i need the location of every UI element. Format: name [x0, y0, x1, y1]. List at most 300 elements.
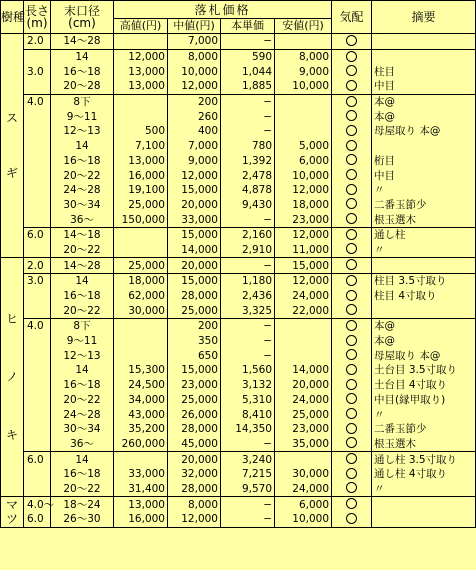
length-cell — [24, 393, 51, 408]
high-price-cell: 13,000 — [114, 79, 168, 94]
mid-price-cell: 12,000 — [168, 512, 221, 527]
trend-circle-icon — [346, 513, 357, 524]
remarks-cell: 母屋取り 本@ — [372, 348, 476, 363]
trend-circle-icon — [346, 393, 357, 404]
table-row — [1, 243, 476, 258]
low-price-cell: 5,000 — [275, 139, 332, 154]
remarks-cell: 本@ — [372, 109, 476, 124]
species-cell-sugi — [1, 34, 24, 258]
table-row — [1, 512, 476, 527]
table-row — [1, 422, 476, 437]
header-length: 長さ (m) — [24, 1, 51, 34]
table-row — [1, 482, 476, 497]
length-cell: 2.0 — [24, 258, 51, 274]
trend-cell — [332, 452, 372, 467]
remarks-cell — [372, 34, 476, 50]
unit-price-cell: 3,240 — [221, 452, 275, 467]
trend-cell — [332, 227, 372, 242]
high-price-cell: 500 — [114, 124, 168, 139]
diameter-cell: 20〜28 — [51, 79, 114, 94]
high-price-cell: 12,000 — [114, 49, 168, 64]
low-price-cell — [275, 452, 332, 467]
trend-circle-icon — [346, 290, 357, 301]
length-cell — [24, 243, 51, 258]
trend-cell — [332, 64, 372, 79]
remarks-cell: 中目 — [372, 168, 476, 183]
trend-circle-icon — [346, 275, 357, 286]
length-cell — [24, 124, 51, 139]
mid-price-cell: 15,000 — [168, 183, 221, 198]
trend-circle-icon — [346, 35, 357, 46]
unit-price-cell: 8,410 — [221, 407, 275, 422]
species-cell-hinoki — [1, 258, 24, 497]
length-cell: 4.0 — [24, 94, 51, 109]
high-price-cell: 31,400 — [114, 482, 168, 497]
remarks-cell: 土台目 3.5寸取り — [372, 363, 476, 378]
unit-price-cell: 780 — [221, 139, 275, 154]
trend-cell — [332, 34, 372, 50]
low-price-cell: 30,000 — [275, 467, 332, 482]
diameter-cell: 9〜11 — [51, 334, 114, 349]
trend-circle-icon — [346, 304, 357, 315]
table-row — [1, 437, 476, 452]
unit-price-cell: − — [221, 212, 275, 227]
diameter-cell: 16〜18 — [51, 64, 114, 79]
length-cell — [24, 79, 51, 94]
header-mid: 中値(円) — [168, 19, 221, 34]
length-cell — [24, 183, 51, 198]
trend-cell — [332, 407, 372, 422]
high-price-cell: 18,000 — [114, 274, 168, 289]
low-price-cell: 24,000 — [275, 482, 332, 497]
high-price-cell: 16,000 — [114, 168, 168, 183]
mid-price-cell: 200 — [168, 94, 221, 109]
low-price-cell: 9,000 — [275, 64, 332, 79]
unit-price-cell: 3,325 — [221, 303, 275, 318]
trend-circle-icon — [346, 96, 357, 107]
high-price-cell: 24,500 — [114, 378, 168, 393]
low-price-cell — [275, 348, 332, 363]
unit-price-cell: 9,570 — [221, 482, 275, 497]
table-row — [1, 168, 476, 183]
table-row — [1, 49, 476, 64]
diameter-cell: 14 — [51, 363, 114, 378]
remarks-cell: 桁目 — [372, 154, 476, 169]
remarks-cell — [372, 512, 476, 527]
table-row — [1, 289, 476, 304]
species-name: ヒノキ — [6, 312, 19, 443]
diameter-cell: 8下 — [51, 319, 114, 334]
low-price-cell: 10,000 — [275, 79, 332, 94]
length-cell — [24, 212, 51, 227]
mid-price-cell: 15,000 — [168, 274, 221, 289]
header-species: 樹種 — [1, 1, 24, 34]
trend-circle-icon — [346, 259, 357, 270]
table-row — [1, 348, 476, 363]
unit-price-cell: 2,160 — [221, 227, 275, 242]
remarks-cell: 土台目 4寸取り — [372, 378, 476, 393]
trend-cell — [332, 348, 372, 363]
mid-price-cell: 45,000 — [168, 437, 221, 452]
high-price-cell — [114, 319, 168, 334]
mid-price-cell: 12,000 — [168, 168, 221, 183]
mid-price-cell: 7,000 — [168, 139, 221, 154]
trend-cell — [332, 497, 372, 512]
high-price-cell — [114, 109, 168, 124]
remarks-cell: 〃 — [372, 482, 476, 497]
diameter-cell: 16〜18 — [51, 154, 114, 169]
remarks-cell: 二番玉節少 — [372, 198, 476, 213]
unit-price-cell: 2,478 — [221, 168, 275, 183]
table-row — [1, 378, 476, 393]
length-cell — [24, 467, 51, 482]
unit-price-cell: − — [221, 437, 275, 452]
trend-cell — [332, 274, 372, 289]
mid-price-cell: 25,000 — [168, 303, 221, 318]
low-price-cell — [275, 334, 332, 349]
unit-price-cell: 5,310 — [221, 393, 275, 408]
mid-price-cell: 26,000 — [168, 407, 221, 422]
mid-price-cell: 28,000 — [168, 289, 221, 304]
remarks-cell — [372, 497, 476, 512]
unit-price-cell: − — [221, 319, 275, 334]
mid-price-cell: 15,000 — [168, 363, 221, 378]
unit-price-cell: 3,132 — [221, 378, 275, 393]
trend-cell — [332, 512, 372, 527]
remarks-cell: 通し柱 3.5寸取り — [372, 452, 476, 467]
low-price-cell: 24,000 — [275, 393, 332, 408]
unit-price-cell: − — [221, 348, 275, 363]
length-cell — [24, 334, 51, 349]
low-price-cell: 12,000 — [275, 227, 332, 242]
trend-circle-icon — [346, 379, 357, 390]
high-price-cell: 13,000 — [114, 64, 168, 79]
table-row — [1, 393, 476, 408]
remarks-cell: 〃 — [372, 407, 476, 422]
length-cell: 4.0〜 — [24, 497, 51, 512]
low-price-cell: 6,000 — [275, 497, 332, 512]
table-row — [1, 274, 476, 289]
remarks-cell: 柱目 4寸取り — [372, 289, 476, 304]
trend-cell — [332, 168, 372, 183]
unit-price-cell: 9,430 — [221, 198, 275, 213]
mid-price-cell: 32,000 — [168, 467, 221, 482]
low-price-cell: 25,000 — [275, 407, 332, 422]
mid-price-cell: 20,000 — [168, 198, 221, 213]
trend-circle-icon — [346, 229, 357, 240]
species-name: スギ — [6, 110, 19, 180]
trend-circle-icon — [346, 320, 357, 331]
length-cell: 3.0 — [24, 64, 51, 79]
header-unit-price: 本単価 — [221, 19, 275, 34]
length-cell — [24, 378, 51, 393]
trend-circle-icon — [346, 169, 357, 180]
trend-circle-icon — [346, 213, 357, 224]
trend-cell — [332, 183, 372, 198]
mid-price-cell: 8,000 — [168, 497, 221, 512]
trend-cell — [332, 319, 372, 334]
high-price-cell — [114, 94, 168, 109]
high-price-cell: 43,000 — [114, 407, 168, 422]
trend-circle-icon — [346, 65, 357, 76]
low-price-cell: 10,000 — [275, 512, 332, 527]
diameter-cell: 16〜18 — [51, 378, 114, 393]
length-cell — [24, 109, 51, 124]
table-row — [1, 227, 476, 242]
trend-cell — [332, 437, 372, 452]
table-row — [1, 198, 476, 213]
header-low: 安値(円) — [275, 19, 332, 34]
remarks-cell: 柱目 3.5寸取り — [372, 274, 476, 289]
mid-price-cell: 400 — [168, 124, 221, 139]
remarks-cell: 中目 — [372, 79, 476, 94]
table-row — [1, 183, 476, 198]
mid-price-cell: 20,000 — [168, 452, 221, 467]
unit-price-cell: 1,560 — [221, 363, 275, 378]
high-price-cell: 25,000 — [114, 198, 168, 213]
table-body — [1, 34, 476, 528]
high-price-cell — [114, 243, 168, 258]
trend-circle-icon — [346, 482, 357, 493]
trend-circle-icon — [346, 80, 357, 91]
low-price-cell — [275, 34, 332, 50]
low-price-cell: 12,000 — [275, 274, 332, 289]
mid-price-cell: 350 — [168, 334, 221, 349]
low-price-cell: 20,000 — [275, 378, 332, 393]
trend-cell — [332, 482, 372, 497]
diameter-cell: 14 — [51, 49, 114, 64]
trend-cell — [332, 198, 372, 213]
length-cell — [24, 407, 51, 422]
unit-price-cell: 590 — [221, 49, 275, 64]
low-price-cell: 15,000 — [275, 258, 332, 274]
trend-cell — [332, 49, 372, 64]
mid-price-cell: 28,000 — [168, 422, 221, 437]
table-row — [1, 467, 476, 482]
length-cell — [24, 303, 51, 318]
unit-price-cell: − — [221, 258, 275, 274]
unit-price-cell: − — [221, 334, 275, 349]
trend-circle-icon — [346, 364, 357, 375]
mid-price-cell: 14,000 — [168, 243, 221, 258]
trend-circle-icon — [346, 408, 357, 419]
trend-circle-icon — [346, 125, 357, 136]
trend-cell — [332, 363, 372, 378]
remarks-cell: 〃 — [372, 183, 476, 198]
low-price-cell — [275, 94, 332, 109]
low-price-cell: 11,000 — [275, 243, 332, 258]
trend-cell — [332, 393, 372, 408]
high-price-cell: 19,100 — [114, 183, 168, 198]
mid-price-cell: 7,000 — [168, 34, 221, 50]
trend-circle-icon — [346, 154, 357, 165]
table-row — [1, 34, 476, 50]
unit-price-cell: 4,878 — [221, 183, 275, 198]
length-cell: 6.0 — [24, 452, 51, 467]
high-price-cell: 30,000 — [114, 303, 168, 318]
mid-price-cell: 12,000 — [168, 79, 221, 94]
high-price-cell: 35,200 — [114, 422, 168, 437]
trend-circle-icon — [346, 51, 357, 62]
high-price-cell: 33,000 — [114, 467, 168, 482]
diameter-cell: 14 — [51, 139, 114, 154]
species-cell-matsu — [1, 497, 24, 527]
table-row — [1, 497, 476, 512]
table-row — [1, 124, 476, 139]
diameter-cell: 24〜28 — [51, 407, 114, 422]
length-cell — [24, 49, 51, 64]
length-cell: 4.0 — [24, 319, 51, 334]
header-diameter: 末口径 (cm) — [51, 1, 114, 34]
high-price-cell: 16,000 — [114, 512, 168, 527]
header-remarks: 摘要 — [372, 1, 476, 34]
high-price-cell: 260,000 — [114, 437, 168, 452]
table-row — [1, 452, 476, 467]
header-price: 落札価格 — [114, 1, 332, 19]
table-row — [1, 64, 476, 79]
low-price-cell: 8,000 — [275, 49, 332, 64]
trend-cell — [332, 289, 372, 304]
trend-circle-icon — [346, 453, 357, 464]
trend-circle-icon — [346, 335, 357, 346]
high-price-cell: 34,000 — [114, 393, 168, 408]
trend-circle-icon — [346, 468, 357, 479]
mid-price-cell: 28,000 — [168, 482, 221, 497]
mid-price-cell: 25,000 — [168, 393, 221, 408]
mid-price-cell: 650 — [168, 348, 221, 363]
low-price-cell: 12,000 — [275, 183, 332, 198]
length-cell: 3.0 — [24, 274, 51, 289]
table-row — [1, 407, 476, 422]
length-cell — [24, 139, 51, 154]
unit-price-cell: 2,436 — [221, 289, 275, 304]
mid-price-cell: 9,000 — [168, 154, 221, 169]
unit-price-cell: 1,392 — [221, 154, 275, 169]
low-price-cell — [275, 319, 332, 334]
length-cell — [24, 437, 51, 452]
high-price-cell: 62,000 — [114, 289, 168, 304]
diameter-cell: 8下 — [51, 94, 114, 109]
table-row — [1, 258, 476, 274]
diameter-cell: 14 — [51, 274, 114, 289]
diameter-cell: 14〜18 — [51, 227, 114, 242]
high-price-cell: 7,100 — [114, 139, 168, 154]
trend-circle-icon — [346, 243, 357, 254]
high-price-cell: 13,000 — [114, 497, 168, 512]
table-row — [1, 319, 476, 334]
unit-price-cell: 7,215 — [221, 467, 275, 482]
trend-circle-icon — [346, 437, 357, 448]
diameter-cell: 30〜34 — [51, 198, 114, 213]
length-cell — [24, 482, 51, 497]
diameter-cell: 12〜13 — [51, 124, 114, 139]
length-cell: 6.0 — [24, 512, 51, 527]
diameter-cell: 20〜22 — [51, 393, 114, 408]
trend-circle-icon — [346, 349, 357, 360]
diameter-cell: 14〜28 — [51, 258, 114, 274]
trend-cell — [332, 94, 372, 109]
remarks-cell: 中目(縁甲取り) — [372, 393, 476, 408]
remarks-cell — [372, 49, 476, 64]
diameter-cell: 20〜22 — [51, 168, 114, 183]
low-price-cell: 14,000 — [275, 363, 332, 378]
high-price-cell — [114, 452, 168, 467]
length-cell — [24, 289, 51, 304]
table-row — [1, 109, 476, 124]
diameter-cell: 16〜18 — [51, 289, 114, 304]
mid-price-cell: 200 — [168, 319, 221, 334]
species-name: マツ — [6, 498, 19, 526]
diameter-cell: 20〜22 — [51, 303, 114, 318]
header-high: 高値(円) — [114, 19, 168, 34]
mid-price-cell: 15,000 — [168, 227, 221, 242]
mid-price-cell: 260 — [168, 109, 221, 124]
remarks-cell: 〃 — [372, 243, 476, 258]
diameter-cell: 30〜34 — [51, 422, 114, 437]
trend-cell — [332, 243, 372, 258]
trend-cell — [332, 154, 372, 169]
header-trend: 気配 — [332, 1, 372, 34]
trend-circle-icon — [346, 198, 357, 209]
table-row — [1, 139, 476, 154]
remarks-cell: 通し柱 — [372, 227, 476, 242]
diameter-cell: 20〜22 — [51, 482, 114, 497]
low-price-cell: 23,000 — [275, 422, 332, 437]
low-price-cell: 6,000 — [275, 154, 332, 169]
mid-price-cell: 10,000 — [168, 64, 221, 79]
unit-price-cell: − — [221, 512, 275, 527]
table-row — [1, 79, 476, 94]
high-price-cell: 13,000 — [114, 154, 168, 169]
trend-cell — [332, 212, 372, 227]
table-row — [1, 94, 476, 109]
trend-circle-icon — [346, 184, 357, 195]
low-price-cell: 18,000 — [275, 198, 332, 213]
trend-cell — [332, 139, 372, 154]
table-row — [1, 212, 476, 227]
length-cell — [24, 348, 51, 363]
unit-price-cell: 14,350 — [221, 422, 275, 437]
mid-price-cell: 20,000 — [168, 258, 221, 274]
remarks-cell: 根玉選木 — [372, 212, 476, 227]
unit-price-cell: − — [221, 109, 275, 124]
remarks-cell: 根玉選木 — [372, 437, 476, 452]
unit-price-cell: 1,885 — [221, 79, 275, 94]
unit-price-cell: − — [221, 124, 275, 139]
low-price-cell: 10,000 — [275, 168, 332, 183]
table-row — [1, 154, 476, 169]
low-price-cell: 22,000 — [275, 303, 332, 318]
trend-cell — [332, 334, 372, 349]
diameter-cell: 14 — [51, 452, 114, 467]
length-cell — [24, 363, 51, 378]
trend-circle-icon — [346, 140, 357, 151]
high-price-cell — [114, 227, 168, 242]
low-price-cell: 35,000 — [275, 437, 332, 452]
length-cell — [24, 168, 51, 183]
trend-cell — [332, 467, 372, 482]
remarks-cell — [372, 139, 476, 154]
diameter-cell: 14〜28 — [51, 34, 114, 50]
trend-cell — [332, 303, 372, 318]
trend-circle-icon — [346, 110, 357, 121]
table-row — [1, 334, 476, 349]
table-row — [1, 303, 476, 318]
high-price-cell — [114, 34, 168, 50]
diameter-cell: 9〜11 — [51, 109, 114, 124]
trend-cell — [332, 79, 372, 94]
low-price-cell — [275, 109, 332, 124]
